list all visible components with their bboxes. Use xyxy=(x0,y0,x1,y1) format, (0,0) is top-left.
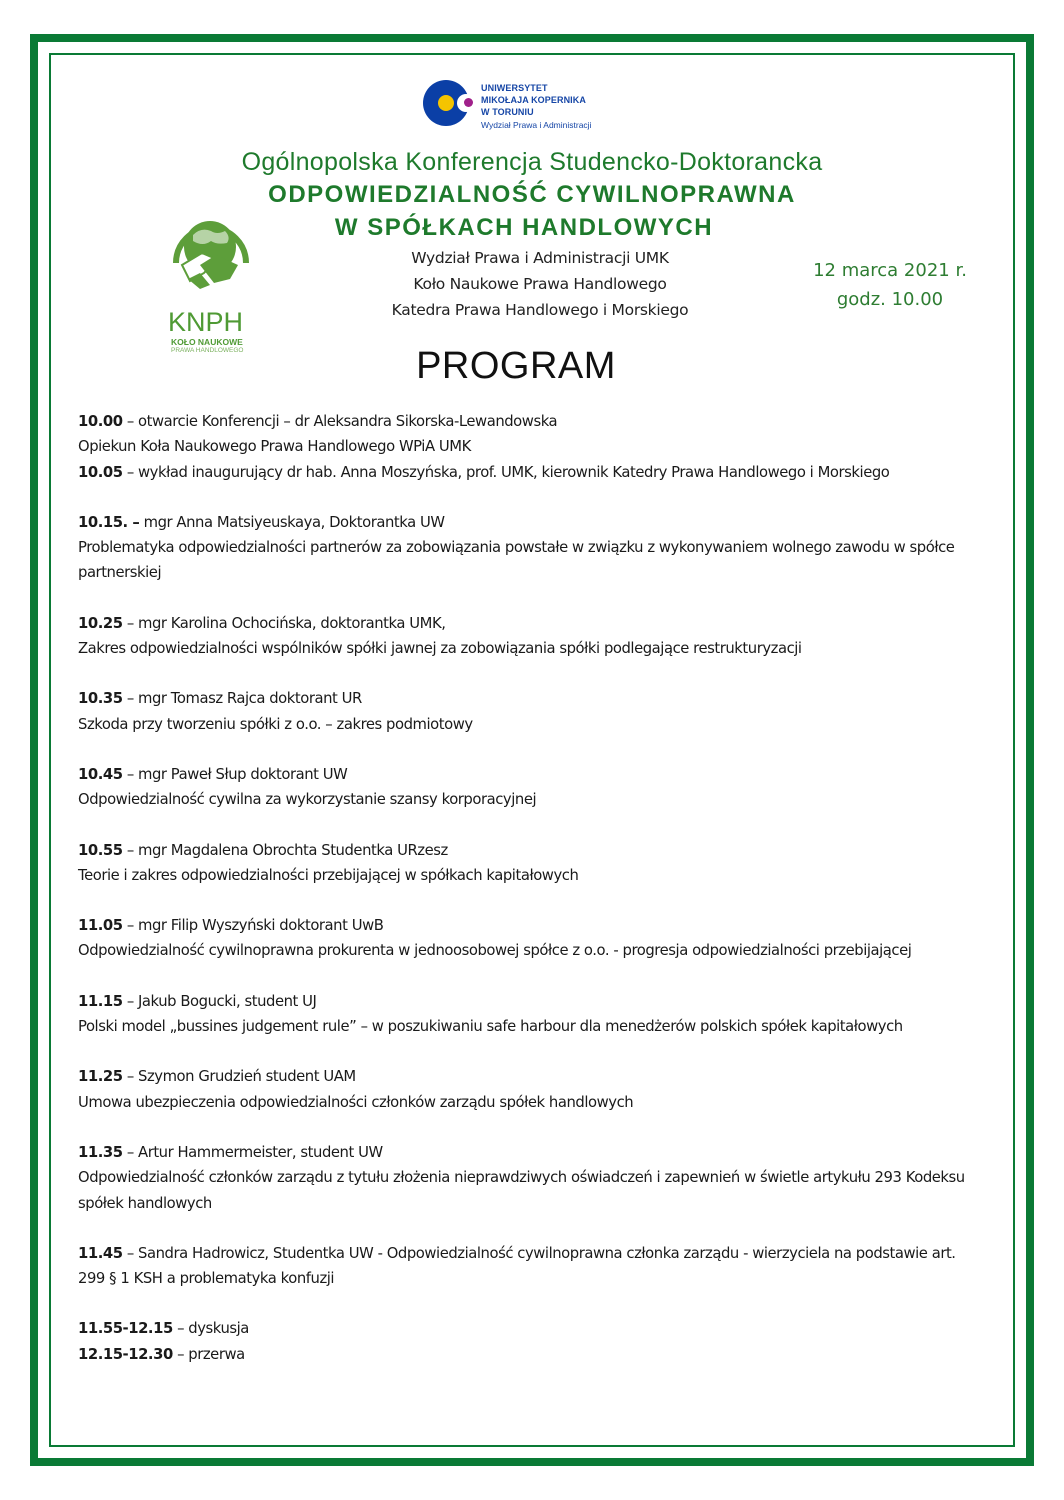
program-item xyxy=(78,1241,978,1292)
program-item xyxy=(78,762,978,813)
item-time: 11.45 xyxy=(78,1244,123,1262)
item-time: 10.45 xyxy=(78,765,123,783)
event-date: 12 marca 2021 r. xyxy=(813,260,967,281)
item-detail: Problematyka odpowiedzialności partnerów za zobowiązania powstałe w związku z wykonywaniem wolnego zawodu w spółce partnerskiej xyxy=(78,539,955,582)
item-text: – otwarcie Konferencji – dr Aleksandra Sikorska-Lewandowska xyxy=(122,413,558,430)
item-text: – przerwa xyxy=(172,1345,245,1363)
program-item xyxy=(78,1064,978,1115)
item-time: 10.25 xyxy=(78,614,123,632)
item-text: – mgr Tomasz Rajca doktorant UR xyxy=(122,690,362,708)
event-date-time xyxy=(780,256,1000,314)
program-item xyxy=(78,611,978,662)
university-emblem-icon xyxy=(423,80,469,126)
item-text: – Szymon Grudzień student UAM xyxy=(122,1068,356,1086)
item-detail: Odpowiedzialność cywilnoprawna prokurenta w jednoosobowej spółce z o.o. - progresja odpowiedzialności przebijającej xyxy=(78,942,912,960)
event-time: godz. 10.00 xyxy=(836,289,944,310)
program-item xyxy=(78,1342,978,1367)
item-detail: Polski model „bussines judgement rule” – w poszukiwaniu safe harbour dla menedżerów polskich spółek kapitałowych xyxy=(78,1018,903,1036)
item-text: – mgr Paweł Słup doktorant UW xyxy=(122,765,348,783)
item-time: 11.55-12.15 xyxy=(78,1320,173,1338)
conference-title-line2: W SPÓŁKACH HANDLOWYCH xyxy=(334,214,714,241)
item-detail: Umowa ubezpieczenia odpowiedzialności członków zarządu spółek handlowych xyxy=(78,1093,634,1111)
item-time: 11.15 xyxy=(78,992,123,1010)
organizer: Wydział Prawa i Administracji UMK xyxy=(411,249,669,267)
club-name-line1: KOŁO NAUKOWE xyxy=(171,337,243,347)
program-item xyxy=(78,913,978,964)
item-time: 10.55 xyxy=(78,841,123,859)
item-detail: Zakres odpowiedzialności wspólników spółki jawnej za zobowiązania spółki podlegające restrukturyzacji xyxy=(78,640,802,658)
program-title: PROGRAM xyxy=(416,345,616,387)
university-name-line: W TORUNIU xyxy=(481,107,534,117)
conference-title-line1: ODPOWIEDZIALNOŚĆ CYWILNOPRAWNA xyxy=(268,181,796,208)
item-text: – Artur Hammermeister, student UW xyxy=(122,1143,383,1161)
item-detail: Odpowiedzialność członków zarządu z tytułu złożenia nieprawdziwych oświadczeń i zapewnień w świetle artykułu 293 Kodeksu spółek handlowych xyxy=(78,1169,965,1212)
item-detail: Odpowiedzialność cywilna za wykorzystanie szansy korporacyjnej xyxy=(78,791,537,809)
program-list xyxy=(78,409,978,1367)
program-item xyxy=(78,686,978,737)
item-time: 10.35 xyxy=(78,690,123,708)
dot-icon xyxy=(464,98,473,107)
program-item xyxy=(78,510,978,586)
item-time: 11.25 xyxy=(78,1068,123,1086)
item-text: – mgr Magdalena Obrochta Studentka URzesz xyxy=(122,841,448,859)
organizer: Koło Naukowe Prawa Handlowego xyxy=(413,275,667,293)
item-detail: Teorie i zakres odpowiedzialności przebijającej w spółkach kapitałowych xyxy=(78,866,579,884)
item-text: – dyskusja xyxy=(172,1320,249,1338)
club-name-line2: PRAWA HANDLOWEGO xyxy=(171,347,244,354)
item-time: 11.05 xyxy=(78,917,123,935)
faculty-name: Wydział Prawa i Administracji xyxy=(481,120,592,130)
item-detail: Szkoda przy tworzeniu spółki z o.o. – zakres podmiotowy xyxy=(78,715,473,733)
university-name-line: MIKOŁAJA KOPERNIKA xyxy=(481,95,586,105)
item-text: mgr Anna Matsiyeuskaya, Doktorantka UW xyxy=(139,513,445,531)
item-time: 10.05 xyxy=(78,463,123,481)
university-name-line: UNIWERSYTET xyxy=(481,83,548,93)
program-item xyxy=(78,838,978,889)
item-text: – mgr Filip Wyszyński doktorant UwB xyxy=(122,917,384,935)
program-item xyxy=(78,460,978,485)
item-text: – wykład inaugurujący dr hab. Anna Moszyńska, prof. UMK, kierownik Katedry Prawa Handlowego i Morskiego xyxy=(122,463,890,481)
item-time: 12.15-12.30 xyxy=(78,1345,173,1363)
organizer: Katedra Prawa Handlowego i Morskiego xyxy=(391,301,689,319)
program-item xyxy=(78,989,978,1040)
club-acronym: KNPH xyxy=(168,307,244,337)
item-detail: Opiekun Koła Naukowego Prawa Handlowego WPiA UMK xyxy=(78,438,471,456)
university-name xyxy=(481,82,591,131)
program-item xyxy=(78,1316,978,1341)
club-logo xyxy=(138,205,278,357)
item-time: 10.00 xyxy=(78,413,123,430)
globe-handshake-icon xyxy=(138,205,278,315)
program-item xyxy=(78,409,978,460)
conference-type: Ogólnopolska Konferencja Studencko-Doktorancka xyxy=(241,148,823,176)
item-time: 10.15. – xyxy=(78,513,140,531)
item-text: – Jakub Bogucki, student UJ xyxy=(122,992,317,1010)
program-item xyxy=(78,1140,978,1216)
item-text: – Sandra Hadrowicz, Studentka UW - Odpowiedzialność cywilnoprawna członka zarządu - wierzyciela na podstawie art. 299 § 1 KSH a problematyka konfuzji xyxy=(78,1244,956,1288)
item-time: 11.35 xyxy=(78,1143,123,1161)
sun-icon xyxy=(438,95,454,111)
university-logo xyxy=(423,80,623,136)
item-text: – mgr Karolina Ochocińska, doktorantka UMK, xyxy=(122,614,446,632)
